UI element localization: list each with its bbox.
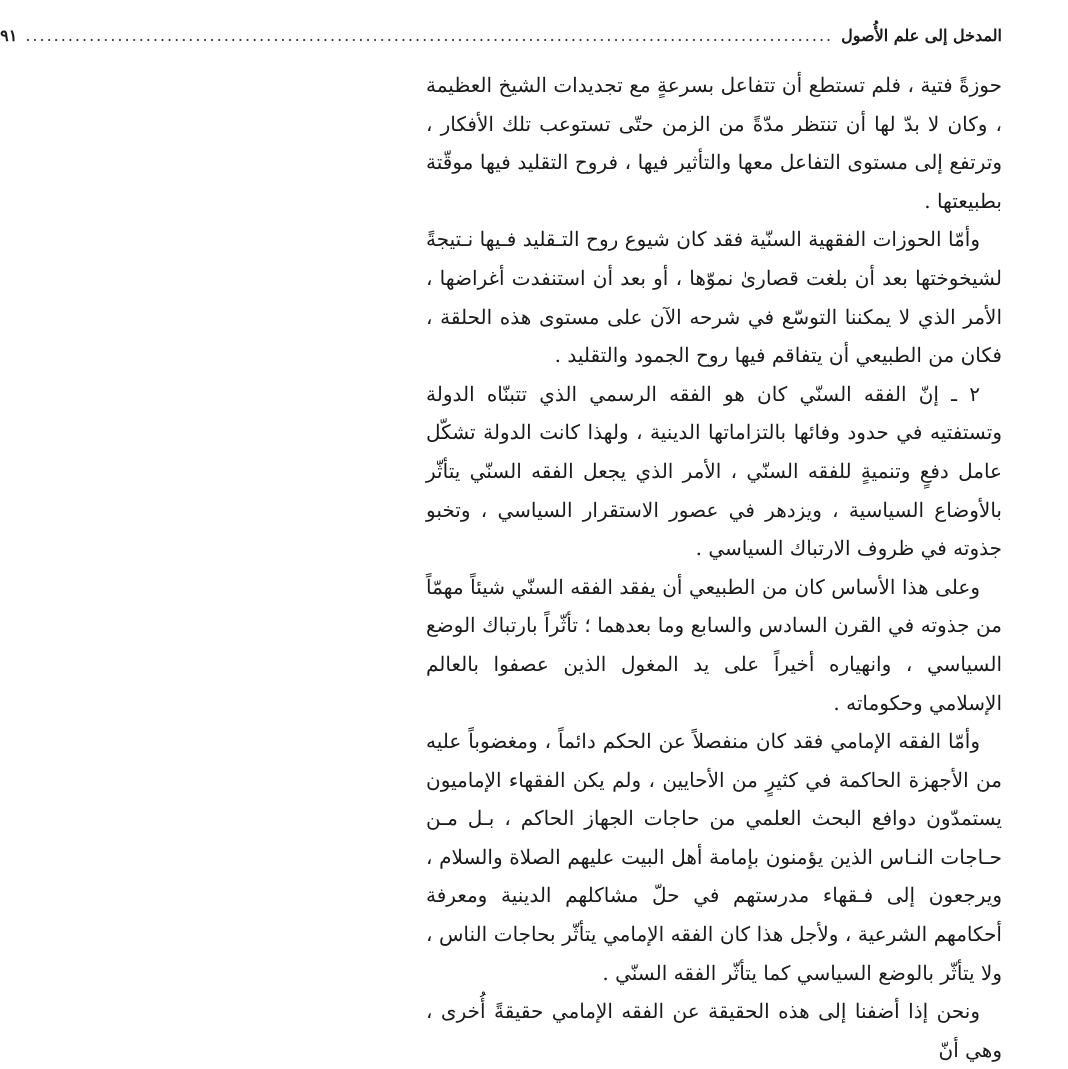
paragraph: وعلى هذا الأساس كان من الطبيعي أن يفقد الفقه السنّي شيئاً مهمّاً من جذوته في القرن السادس والسابع وما بعدهما ؛ تأثّراً بارتباك الوضع السياسي ، وانهياره أخيراً على يد المغول الذين عصفوا بالعالم الإسلامي وحكوماته . <box>426 574 1002 715</box>
book-title: المدخل إلى علم الأُصول <box>841 26 1002 45</box>
paragraph: وأمّا الفقه الإمامي فقد كان منفصلاً عن الحكم دائماً ، ومغضوباً عليه من الأجهزة الحاكمة في كثيرٍ من الأحايين ، ولم يكن الفقهاء الإماميون يستمدّون دوافع البحث العلمي من حاجات الجهاز الحاكم ، بـل مـن حـاجات النـاس الذين يؤمنون بإمامة أهل البيت عليهم الصلاة والسلام ، ويرجعون إلى فـقهاء مدرستهم في حلّ مشاكلهم الدينية ومعرفة أحكامهم الشرعية ، ولأجل هذا كان الفقه الإمامي يتأثّر بحاجات الناس ، ولا يتأثّر بالوضع السياسي كما يتأثّر الفقه السنّي . <box>426 729 1002 985</box>
paragraph: ٢ ـ إنّ الفقه السنّي كان هو الفقه الرسمي الذي تتبنّاه الدولة وتستفتيه في حدود وفائها بالتزاماتها الدينية ، ولهذا كانت الدولة تشكّل عامل دفعٍ وتنميةٍ للفقه السنّي ، الأمر الذي يجعل الفقه السنّي يتأثّر بالأوضاع السياسية ، ويزدهر في عصور الاستقرار السياسي ، وتخبو جذوته في ظروف الارتباك السياسي . <box>426 381 1002 561</box>
paragraph: ونحن إذا أضفنا إلى هذه الحقيقة عن الفقه الإمامي حقيقةً أُخرى ، وهي أنّ <box>426 999 1002 1062</box>
running-header <box>0 26 1002 45</box>
header-dot-leader <box>25 26 833 45</box>
paragraph: حوزةً فتية ، فلم تستطع أن تتفاعل بسرعةٍ مع تجديدات الشيخ العظيمة ، وكان لا بدّ لها أن تنتظر مدّةً من الزمن حتّى تستوعب تلك الأفكار ، وترتفع إلى مستوى التفاعل معها والتأثير فيها ، فروح التقليد فيها موقّتة بطبيعتها . <box>426 73 1002 213</box>
paragraph: وأمّا الحوزات الفقهية السنّية فقد كان شيوع روح التـقليد فـيها نـتيجةً لشيخوختها بعد أن بلغت قصارىٰ نموّها ، أو بعد أن استنفدت أغراضها ، الأمر الذي لا يمكننا التوسّع في شرحه الآن على مستوى هذه الحلقة ، فكان من الطبيعي أن يتفاقم فيها روح الجمود والتقليد . <box>426 227 1002 368</box>
page-number: ٩١ <box>0 26 18 45</box>
body-text <box>426 66 1002 1062</box>
